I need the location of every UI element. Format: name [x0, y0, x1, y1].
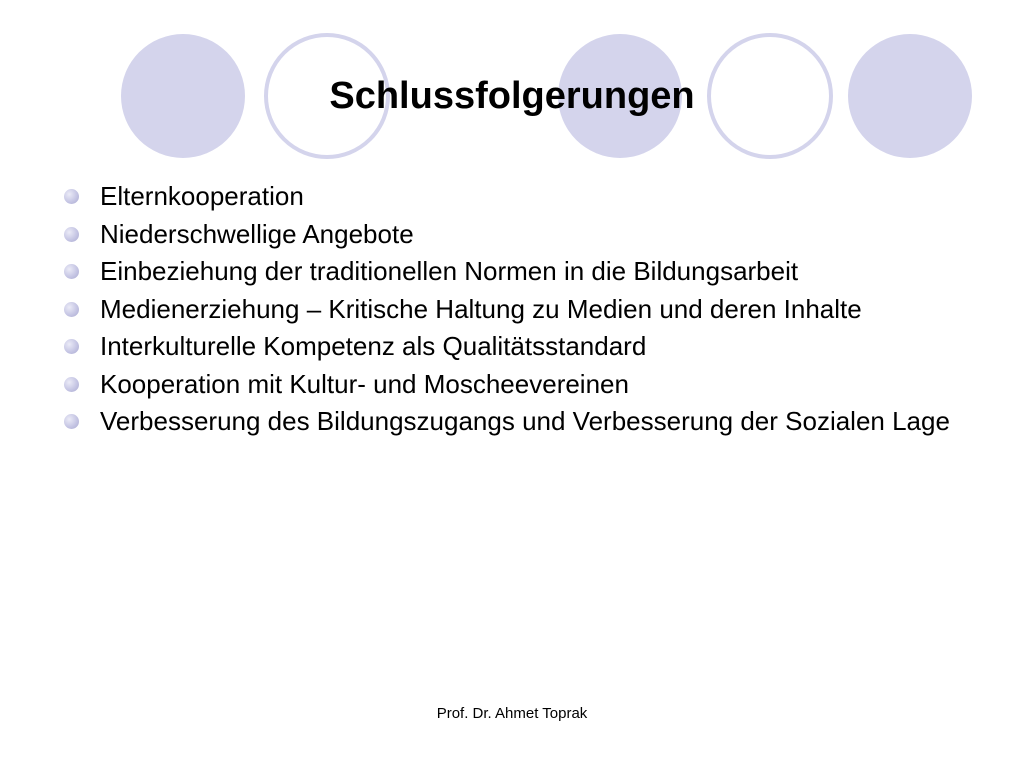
- disc-bullet-icon: [64, 264, 79, 279]
- bullet-text: Elternkooperation: [100, 181, 304, 211]
- disc-bullet-icon: [64, 339, 79, 354]
- bullet-item: [62, 294, 982, 324]
- bullet-item: [62, 256, 982, 286]
- bullet-item: [62, 331, 982, 361]
- disc-bullet-icon: [64, 302, 79, 317]
- bullet-text: Niederschwellige Angebote: [100, 218, 414, 249]
- bullet-text: Interkulturelle Kompetenz als Qualitätsstandard: [100, 331, 647, 361]
- bullet-item: [62, 369, 982, 399]
- disc-bullet-icon: [64, 189, 79, 204]
- bullet-text: Medienerziehung – Kritische Haltung zu Medien und deren Inhalte: [100, 293, 862, 324]
- bullet-text: Kooperation mit Kultur- und Moscheevereinen: [100, 368, 629, 399]
- bullet-item: [62, 406, 982, 436]
- disc-bullet-icon: [64, 377, 79, 392]
- bullet-text: Einbeziehung der traditionellen Normen in die Bildungsarbeit: [100, 256, 799, 286]
- bullet-text: Verbesserung des Bildungszugangs und Verbesserung der Sozialen Lage: [100, 406, 950, 436]
- bullet-list: [62, 181, 982, 444]
- slide-title: Schlussfolgerungen: [329, 75, 695, 117]
- disc-bullet-icon: [64, 414, 79, 429]
- bullet-item: [62, 181, 982, 211]
- bullet-item: [62, 219, 982, 249]
- footer-author: Prof. Dr. Ahmet Toprak: [436, 705, 588, 722]
- disc-bullet-icon: [64, 227, 79, 242]
